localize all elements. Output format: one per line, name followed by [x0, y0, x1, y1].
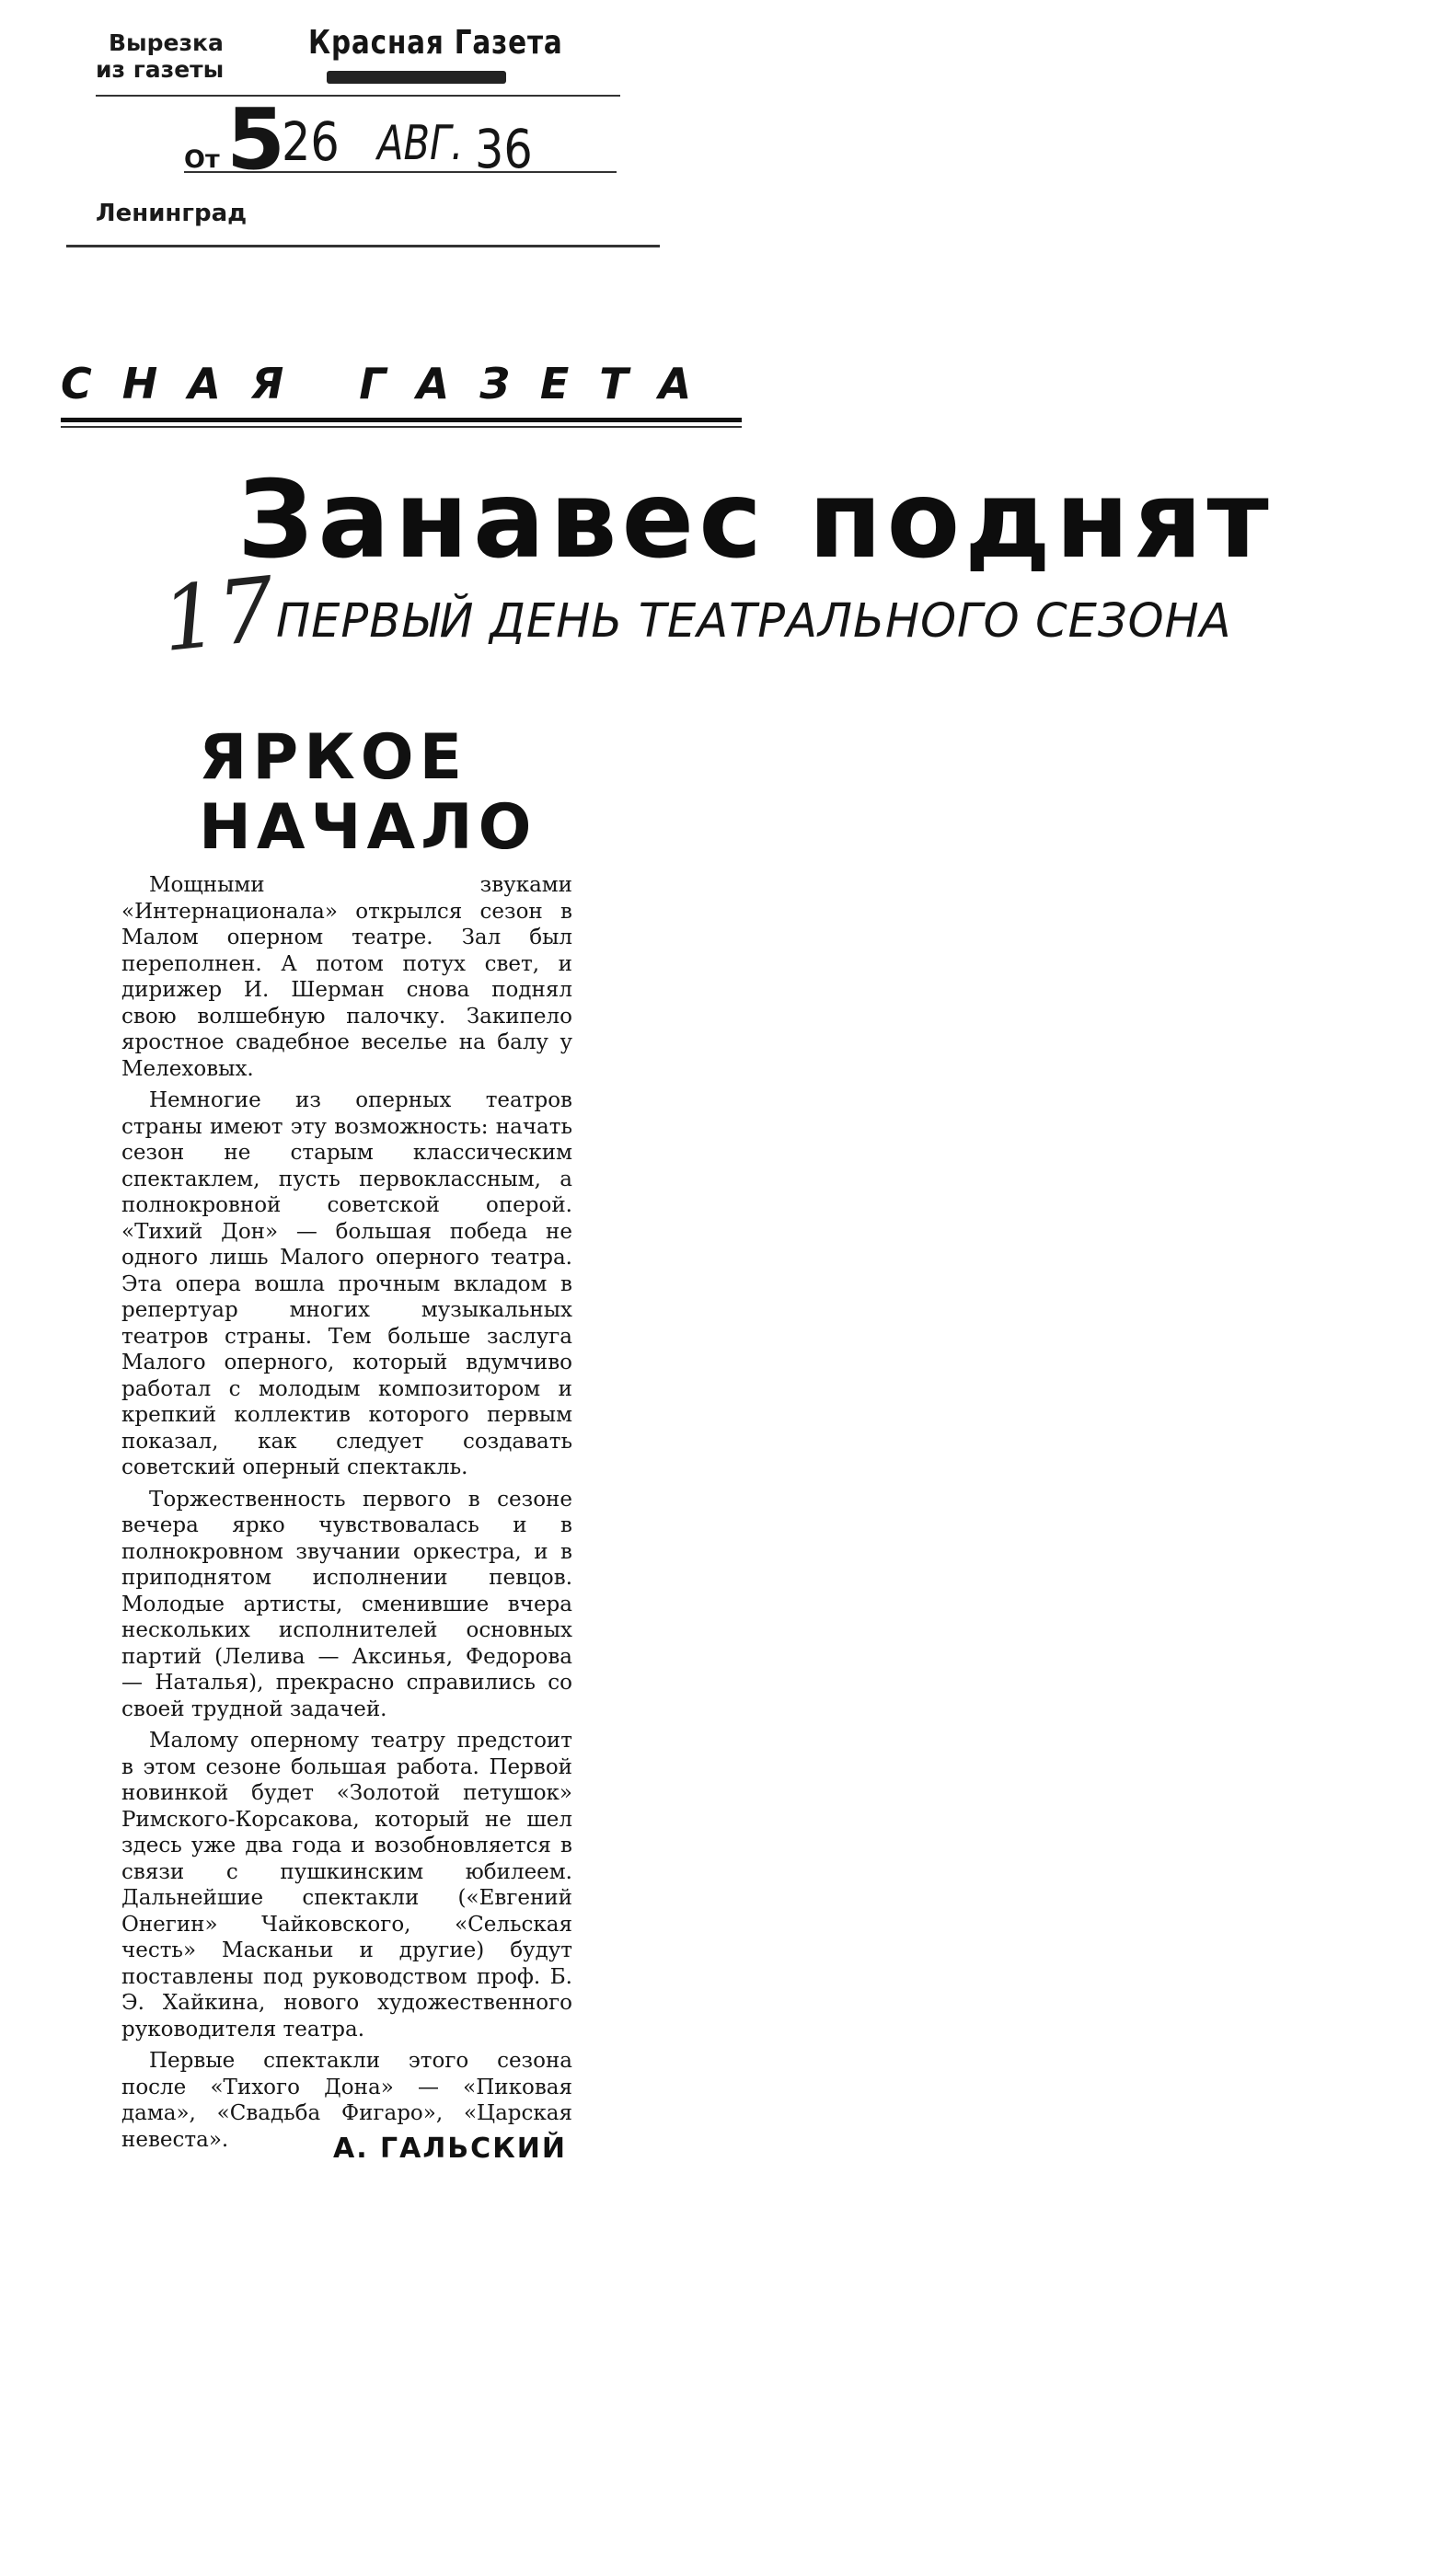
article-body	[121, 872, 572, 2158]
stamp-ink-blot	[327, 71, 506, 84]
stamp-city: Ленинград	[96, 200, 248, 227]
stamp-date-day: 26	[282, 110, 340, 173]
stamp-date-year: 36	[475, 118, 533, 180]
stamp-date-month: АВГ.	[377, 116, 464, 171]
article-signature: А. ГАЛЬСКИЙ	[333, 2133, 567, 2165]
article-paragraph-4: Малому оперному театру предстоит в этом сезоне большая работа. Первой новинкой будет «Золотой петушок» Римского-Корсакова, который не шел здесь уже два года и возобновляется в связи с пушкинским юбилеем. Дальнейшие спектакли («Евгений Онегин» Чайковского, «Сельская честь» Масканьи и другие) будут поставлены под руководством проф. Б. Э. Хайкина, нового художественного руководителя театра.	[121, 1729, 572, 2041]
article-paragraph-2: Немногие из оперных театров страны имеют эту возможность: начать сезон не старым классическим спектаклем, пусть первоклассным, а полнокровной советской оперой. «Тихий Дон» — большая победа не одного лишь Малого оперного театра. Эта опера вошла прочным вкладом в репертуар многих музыкальных театров страны. Тем больше заслуга Малого оперного, который вдумчиво работал с молодым композитором и крепкий коллектив которого первым показал, как следует создавать советский оперный спектакль.	[121, 1088, 572, 1479]
masthead-title: СНАЯ ГАЗЕТА	[61, 359, 722, 408]
masthead-rule	[61, 418, 742, 422]
stamp-label-line-2: из газеты	[96, 56, 225, 83]
stamp-date-rule	[184, 171, 617, 173]
article-paragraph-5: Первые спектакли этого сезона после «Тихого Дона» — «Пиковая дама», «Свадьба Фигаро», «Царская невеста».	[121, 2049, 572, 2152]
handwritten-number: 17	[156, 557, 280, 673]
article-kicker: ЯРКОЕ НАЧАЛО	[199, 721, 537, 864]
stamp-newspaper-name: Красная Газета	[308, 24, 563, 62]
stamp-label-line-1: Вырезка	[109, 29, 224, 56]
article-paragraph-3: Торжественность первого в сезоне вечера ярко чувствовалась и в полнокровном звучании оркестра, и в приподнятом исполнении певцов. Молодые артисты, сменившие вчера нескольких исполнителей основных партий (Лелива — Аксинья, Федорова — Наталья), прекрасно справились со своей трудной задачей.	[121, 1487, 572, 1721]
stamp-top-rule	[96, 95, 620, 97]
stamp-from-prefix: От	[184, 145, 220, 174]
sub-headline: ПЕРВЫЙ ДЕНЬ ТЕАТРАЛЬНОГО СЕЗОНА	[276, 594, 1232, 649]
stamp-issue-number: 5	[226, 90, 286, 189]
main-headline: Занавес поднят	[237, 458, 1274, 582]
article-paragraph-1: Мощными звуками «Интернационала» открылся сезон в Малом оперном театре. Зал был переполнен. А потом потух свет, и дирижер И. Шерман снова поднял свою волшебную палочку. Закипело яростное свадебное веселье на балу у Мелеховых.	[121, 873, 572, 1081]
masthead-rule-thin	[61, 426, 742, 428]
stamp-bottom-rule	[66, 245, 660, 247]
